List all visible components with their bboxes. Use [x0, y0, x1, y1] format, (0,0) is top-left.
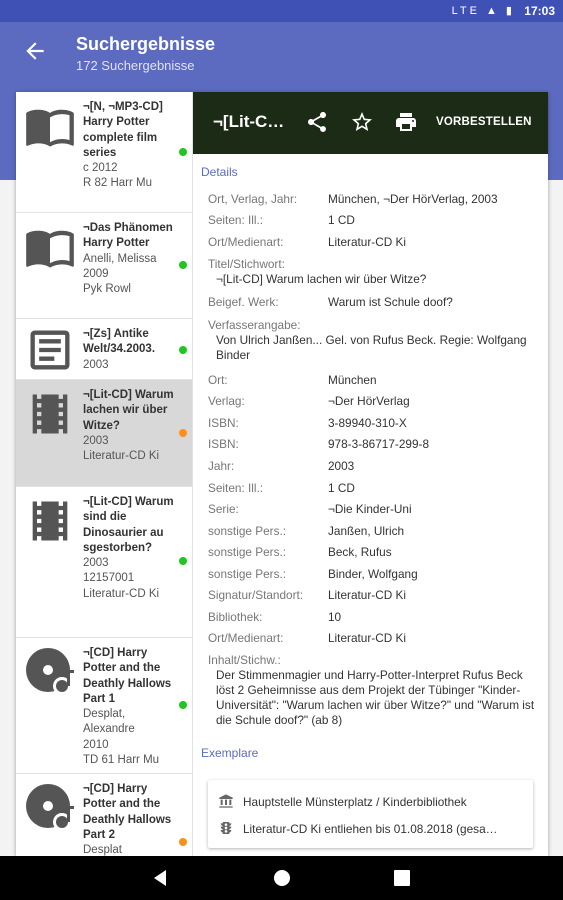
detail-row [208, 257, 543, 287]
detail-value: München [328, 373, 377, 387]
detail-value: 3-89940-310-X [328, 416, 407, 430]
result-author: Desplat, Alexandre [83, 708, 135, 736]
detail-toolbar [193, 92, 548, 154]
result-title: ¬[N, ¬MP3-CD] Harry Potter complete film series [83, 101, 163, 159]
detail-value: Janßen, Ulrich [328, 524, 405, 538]
back-arrow-icon[interactable] [22, 38, 48, 64]
detail-row [208, 588, 543, 604]
copy-status: Literatur-CD Ki entliehen bis 01.08.2018 (gesa… [243, 822, 498, 836]
detail-value: München, ¬Der HörVerlag, 2003 [328, 192, 498, 206]
list-item[interactable] [16, 774, 193, 856]
detail-value: 2003 [328, 459, 355, 473]
results-card [16, 92, 548, 856]
result-title: ¬[Lit-CD] Warum lachen wir über Witze? [83, 389, 174, 432]
list-item[interactable] [16, 487, 193, 638]
availability-dot [179, 557, 187, 565]
detail-row [208, 653, 543, 728]
detail-label: sonstige Pers.: [208, 524, 287, 538]
detail-pane[interactable] [193, 92, 548, 856]
result-id: 12157001 [83, 572, 135, 585]
detail-value: 978-3-86717-299-8 [328, 437, 430, 451]
availability-dot [179, 148, 187, 156]
result-signature: TD 61 Harr Mu [83, 754, 160, 767]
result-signature: R 82 Harr Mu [83, 177, 153, 190]
detail-label: Seiten: Ill.: [208, 481, 264, 495]
system-nav-bar [0, 856, 563, 900]
list-item[interactable] [16, 638, 193, 774]
result-year: 2003 [83, 358, 109, 371]
result-year: 2003 [83, 434, 109, 447]
result-count: 172 Suchergebnisse [76, 58, 195, 73]
result-author: Desplat [83, 844, 122, 856]
result-year: 2003 [83, 557, 109, 570]
detail-label: Beigef. Werk: [208, 295, 279, 309]
result-year: 2010 [83, 738, 109, 751]
detail-label: Verlag: [208, 394, 245, 408]
availability-dot [179, 701, 187, 709]
detail-row [208, 416, 543, 432]
detail-row [208, 213, 543, 229]
nav-back-icon[interactable] [150, 868, 170, 888]
result-title: ¬[CD] Harry Potter and the Deathly Hallows Part 2 [83, 783, 172, 841]
detail-label: sonstige Pers.: [208, 545, 287, 559]
detail-row [208, 235, 543, 251]
copies-heading: Exemplare [201, 746, 259, 760]
detail-row [208, 373, 543, 389]
film-icon [24, 388, 76, 440]
list-item[interactable] [16, 213, 193, 319]
detail-row [208, 631, 543, 647]
detail-row [208, 437, 543, 453]
star-outline-icon[interactable] [350, 110, 374, 134]
availability-dot [179, 838, 187, 846]
detail-value: Von Ulrich Janßen... Gel. von Rufus Beck. Regie: Wolfgang Binder [216, 333, 527, 362]
detail-row [208, 192, 543, 208]
library-building-icon [218, 793, 234, 809]
detail-value: Literatur-CD Ki [328, 588, 407, 602]
film-icon [24, 495, 76, 547]
detail-label: Signatur/Standort: [208, 588, 304, 602]
detail-row [208, 318, 543, 363]
music-cd-icon [24, 782, 76, 834]
detail-row [208, 459, 543, 475]
detail-label: Seiten: Ill.: [208, 213, 264, 227]
detail-label: ISBN: [208, 437, 239, 451]
detail-label: Serie: [208, 502, 239, 516]
results-list[interactable] [16, 92, 193, 856]
result-signature: Literatur-CD Ki [83, 450, 160, 463]
detail-row [208, 567, 543, 583]
detail-value: 10 [328, 610, 342, 624]
article-icon [24, 324, 76, 376]
result-signature: Pyk Rowl [83, 283, 131, 296]
detail-row [208, 295, 543, 311]
detail-value: Beck, Rufus [328, 545, 392, 559]
detail-label: Ort/Medienart: [208, 631, 284, 645]
detail-label: Ort/Medienart: [208, 235, 284, 249]
detail-row [208, 481, 543, 497]
result-title: ¬[Lit-CD] Warum sind die Dinosaurier au sgestorben? [83, 496, 174, 554]
copy-card[interactable] [208, 780, 533, 848]
result-title: ¬[Zs] Antike Welt/34.2003. [83, 328, 156, 356]
copy-branch: Hauptstelle Münsterplatz / Kinderbibliothek [243, 795, 467, 809]
status-bar [0, 0, 563, 22]
detail-label: Jahr: [208, 459, 235, 473]
detail-label: sonstige Pers.: [208, 567, 287, 581]
book-icon [24, 100, 76, 152]
share-icon[interactable] [305, 110, 329, 134]
detail-value: ¬[Lit-CD] Warum lachen wir über Witze? [216, 272, 427, 286]
detail-row [208, 545, 543, 561]
detail-value: Warum ist Schule doof? [328, 295, 453, 309]
detail-title: ¬[Lit-C… [213, 112, 285, 131]
detail-row [208, 502, 543, 518]
detail-label: ISBN: [208, 416, 239, 430]
detail-label: Ort, Verlag, Jahr: [208, 192, 298, 206]
music-cd-icon [24, 646, 76, 698]
result-signature: Literatur-CD Ki [83, 587, 160, 600]
detail-value: Literatur-CD Ki [328, 235, 407, 249]
list-item[interactable] [16, 319, 193, 380]
print-icon[interactable] [394, 110, 418, 134]
reserve-button[interactable]: VORBESTELLEN [436, 116, 532, 128]
detail-label: Bibliothek: [208, 610, 263, 624]
availability-dot [179, 429, 187, 437]
result-author: Anelli, Melissa [83, 252, 157, 265]
detail-value: ¬Die Kinder-Uni [328, 502, 412, 516]
result-title: ¬[CD] Harry Potter and the Deathly Hallows Part 1 [83, 647, 172, 705]
result-year: c 2012 [83, 162, 118, 175]
nav-home-icon[interactable] [272, 868, 292, 888]
result-year: 2009 [83, 267, 109, 280]
traffic-light-icon [218, 820, 234, 836]
book-icon [24, 221, 76, 273]
status-icons: LTE ▲ ▮ [451, 5, 515, 17]
copy-status-row [218, 820, 497, 836]
detail-label: Verfasserangabe: [208, 318, 301, 332]
result-title: ¬Das Phänomen Harry Potter [83, 222, 173, 250]
detail-label: Titel/Stichwort: [208, 257, 285, 271]
page-title: Suchergebnisse [76, 34, 216, 54]
detail-value: 1 CD [328, 481, 355, 495]
detail-label: Inhalt/Stichw.: [208, 653, 281, 667]
status-time: 17:03 [524, 4, 555, 18]
list-item-selected[interactable] [16, 380, 193, 487]
detail-value: 1 CD [328, 213, 355, 227]
detail-row [208, 394, 543, 410]
copy-branch-row [218, 793, 467, 809]
detail-row [208, 524, 543, 540]
detail-row [208, 610, 543, 626]
list-item[interactable] [16, 92, 193, 213]
detail-value: Binder, Wolfgang [328, 567, 418, 581]
nav-recents-icon[interactable] [392, 868, 412, 888]
detail-value: Literatur-CD Ki [328, 631, 407, 645]
detail-value: Der Stimmenmagier und Harry-Potter-Interpret Rufus Beck löst 2 Geheimnisse aus dem Projekt der Tübinger "Kinder-Universität": "Warum lachen wir über Witze?" und "Warum ist die Schule doof?" (ab 8) [216, 668, 535, 727]
detail-value: ¬Der HörVerlag [328, 394, 410, 408]
details-heading: Details [201, 165, 238, 179]
availability-dot [179, 346, 187, 354]
detail-label: Ort: [208, 373, 228, 387]
availability-dot [179, 261, 187, 269]
